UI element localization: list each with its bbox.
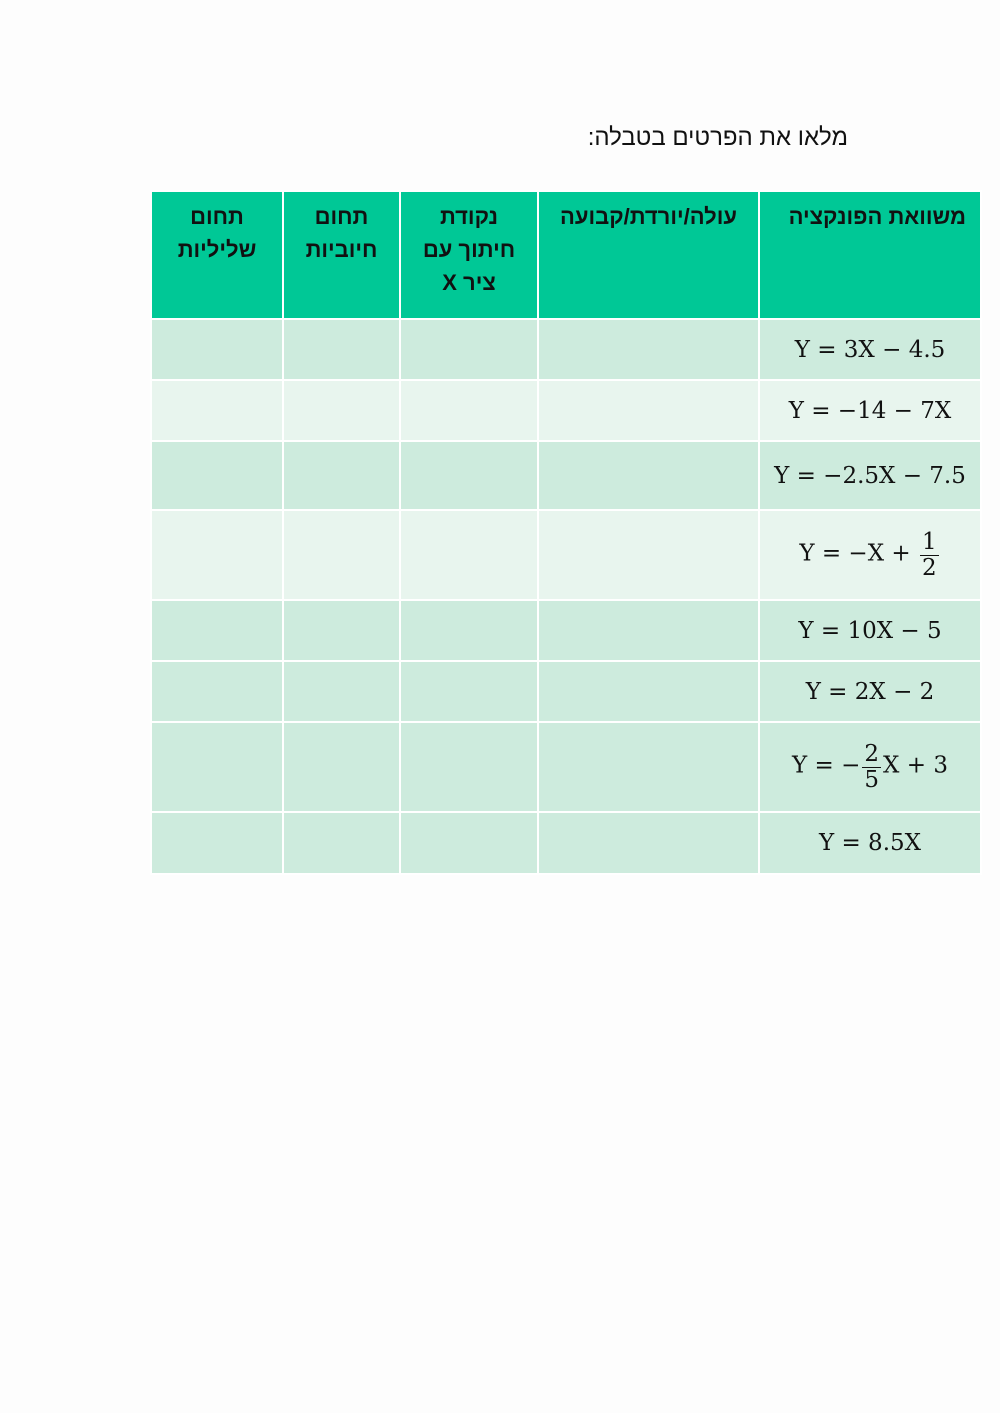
equation-cell: Y = 10X − 5 (759, 600, 981, 661)
equation-cell: Y = 3X − 4.5 (759, 319, 981, 380)
x-intercept-cell[interactable] (400, 510, 538, 600)
x-intercept-cell[interactable] (400, 441, 538, 510)
x-intercept-cell[interactable] (400, 380, 538, 441)
header-label-line2: שליליות (177, 237, 257, 262)
header-label-line1: תחום (190, 204, 244, 229)
equation-cell (759, 722, 981, 812)
positive-range-cell[interactable] (283, 722, 400, 812)
equation-suffix: X + 3 (883, 753, 948, 779)
negative-range-cell[interactable] (151, 510, 283, 600)
negative-range-cell[interactable] (151, 722, 283, 812)
header-direction (538, 191, 759, 319)
fraction-numerator: 1 (921, 529, 937, 556)
header-label-line3: ציר X (442, 270, 496, 295)
negative-range-cell[interactable] (151, 319, 283, 380)
negative-range-cell[interactable] (151, 812, 283, 874)
equation-cell: Y = 8.5X (759, 812, 981, 874)
negative-range-cell[interactable] (151, 600, 283, 661)
equation-prefix: Y = − (792, 753, 861, 779)
header-label-line1: נקודת (439, 204, 498, 229)
positive-range-cell[interactable] (283, 441, 400, 510)
fraction (862, 742, 881, 791)
fraction (920, 530, 939, 579)
positive-range-cell[interactable] (283, 510, 400, 600)
header-row (151, 191, 981, 319)
header-negative-range (151, 191, 283, 319)
negative-range-cell[interactable] (151, 441, 283, 510)
equation-cell: Y = −2.5X − 7.5 (759, 441, 981, 510)
equation-cell: Y = 2X − 2 (759, 661, 981, 722)
header-label-line1: תחום (314, 204, 369, 229)
direction-cell[interactable] (538, 319, 759, 380)
direction-cell[interactable] (538, 812, 759, 874)
x-intercept-cell[interactable] (400, 661, 538, 722)
equation-cell (759, 510, 981, 600)
table-row (151, 510, 981, 600)
functions-table (150, 190, 982, 875)
header-label-line2: חיתוך עם (422, 237, 516, 262)
direction-cell[interactable] (538, 380, 759, 441)
header-x-intercept (400, 191, 538, 319)
header-label: עולה/יורדת/קבועה (560, 204, 737, 229)
header-function-equation (759, 191, 981, 319)
positive-range-cell[interactable] (283, 661, 400, 722)
x-intercept-cell[interactable] (400, 600, 538, 661)
direction-cell[interactable] (538, 510, 759, 600)
x-intercept-cell[interactable] (400, 722, 538, 812)
header-label-line2: חיוביות (305, 237, 378, 262)
x-intercept-cell[interactable] (400, 812, 538, 874)
direction-cell[interactable] (538, 661, 759, 722)
table-row (151, 441, 981, 510)
fraction-denominator: 5 (864, 766, 880, 793)
table-row (151, 600, 981, 661)
fraction-numerator: 2 (864, 741, 880, 768)
x-intercept-cell[interactable] (400, 319, 538, 380)
table-row (151, 319, 981, 380)
header-positive-range (283, 191, 400, 319)
positive-range-cell[interactable] (283, 319, 400, 380)
direction-cell[interactable] (538, 722, 759, 812)
header-label: משוואת הפונקציה (788, 204, 966, 229)
positive-range-cell[interactable] (283, 380, 400, 441)
equation-cell: Y = −14 − 7X (759, 380, 981, 441)
table-row (151, 661, 981, 722)
fraction-denominator: 2 (921, 554, 937, 581)
direction-cell[interactable] (538, 600, 759, 661)
direction-cell[interactable] (538, 441, 759, 510)
equation-prefix: Y = −X + (799, 541, 918, 567)
table-row (151, 812, 981, 874)
positive-range-cell[interactable] (283, 812, 400, 874)
table-row (151, 722, 981, 812)
instruction-text: מלאו את הפרטים בטבלה: (587, 124, 848, 151)
table-row (151, 380, 981, 441)
negative-range-cell[interactable] (151, 661, 283, 722)
positive-range-cell[interactable] (283, 600, 400, 661)
negative-range-cell[interactable] (151, 380, 283, 441)
